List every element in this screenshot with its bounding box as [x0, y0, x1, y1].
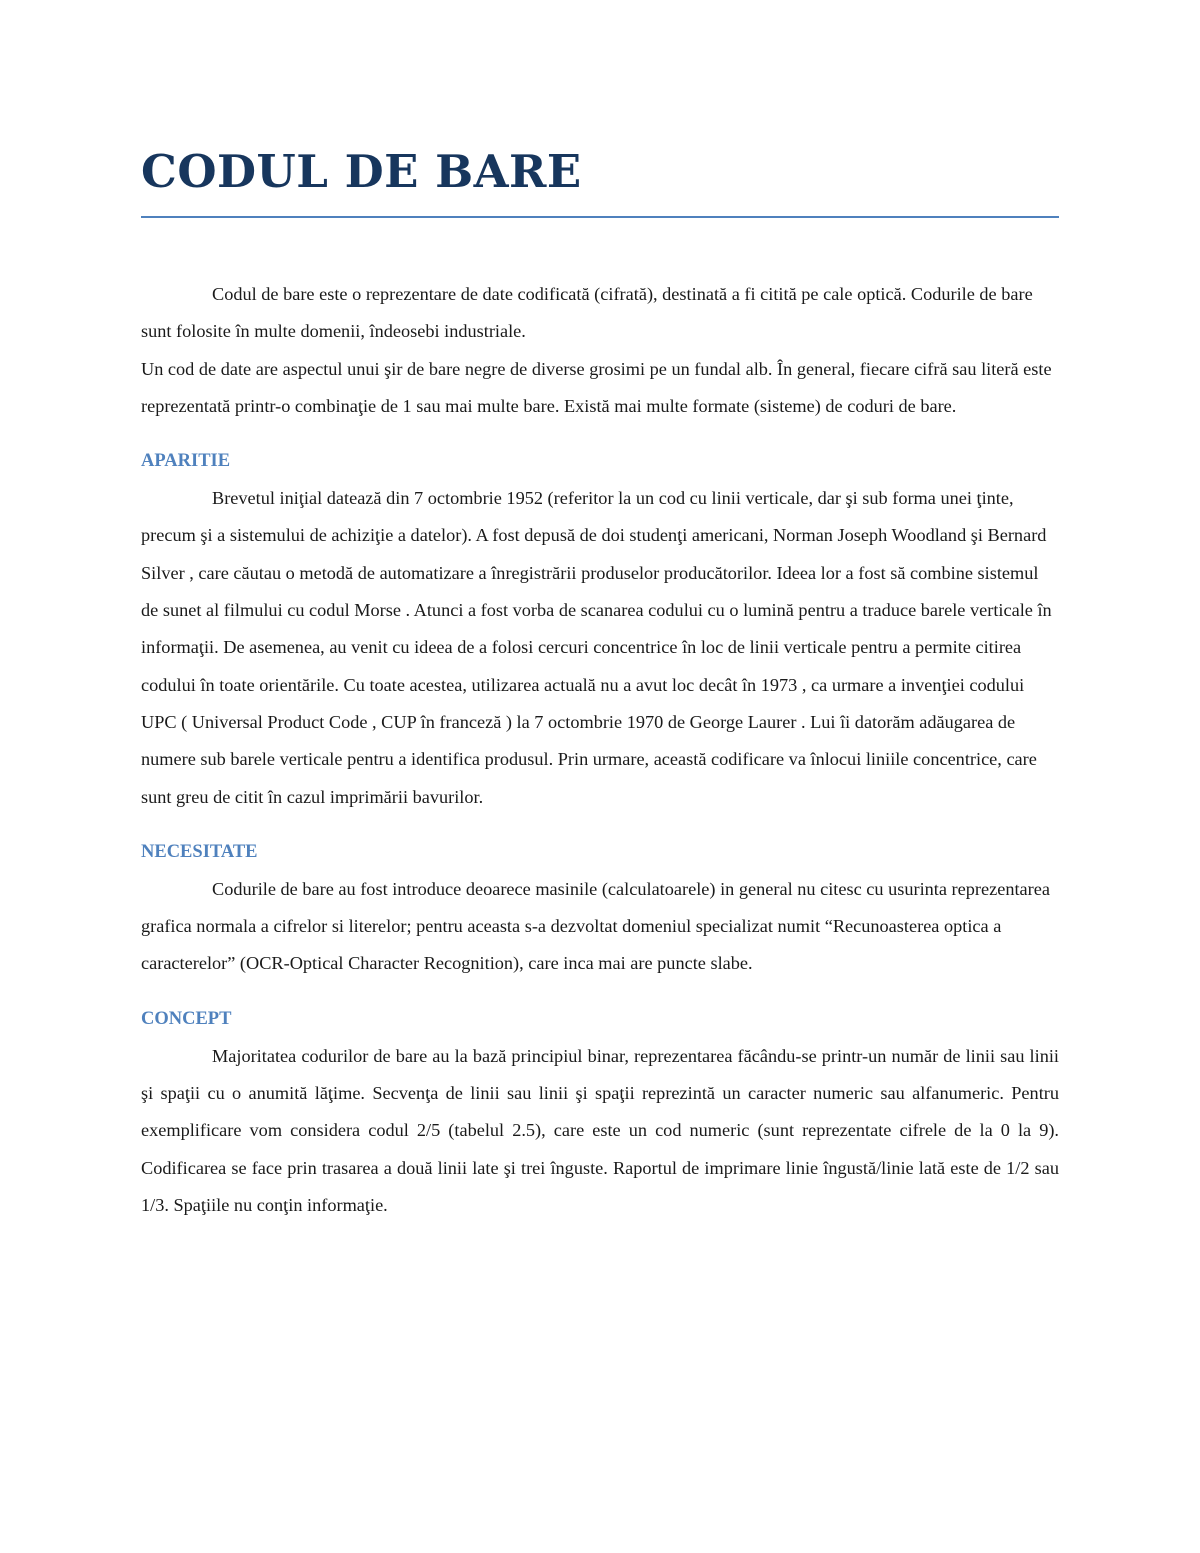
page-title: CODUL DE BARE: [141, 140, 1059, 218]
document-page: [141, 140, 1059, 1224]
section-heading-aparitie: APARITIE: [141, 451, 231, 472]
intro-paragraph-2: Un cod de date are aspectul unui şir de bare negre de diverse grosimi pe un fundal alb. În general, fiecare cifră sau literă este reprezentată printr-o combinaţie de 1 sau mai multe bare. Există mai multe formate (sisteme) de coduri de bare.: [141, 358, 1052, 416]
section-text-aparitie: Brevetul iniţial datează din 7 octombrie 1952 (referitor la un cod cu linii verticale, dar şi sub forma unei ţinte, precum şi a sistemului de achiziţie a datelor). A fost depusă de doi studenţi americani, Norman Joseph Woodland şi Bernard Silver , care căutau o metodă de automatizare a înregistrării produselor producătorilor. Ideea lor a fost să combine sistemul de sunet al filmului cu codul Morse . Atunci a fost vorba de scanarea codului cu o lumină pentru a traduce barele verticale în informaţii. De asemenea, au venit cu ideea de a folosi cercuri concentrice în loc de linii verticale pentru a permite citirea codului în toate orientările. Cu toate acestea, utilizarea actuală nu a avut loc decât în 1973 , ca urmare a invenţiei codului UPC ( Universal Product Code , CUP în franceză ) la 7 octombrie 1970 de George Laurer . Lui îi datorăm adăugarea de numere sub barele verticale pentru a identifica produsul. Prin urmare, această codificare va înlocui liniile concentrice, care sunt greu de citit în cazul imprimării bavurilor.: [141, 488, 1052, 807]
section-heading-necesitate: NECESITATE: [141, 841, 258, 862]
section-text-necesitate: Codurile de bare au fost introduce deoarece masinile (calculatoarele) in general nu citesc cu usurinta reprezentarea grafica normala a cifrelor si literelor; pentru aceasta s-a dezvoltat domeniul specializat numit “Recunoasterea optica a caracterelor” (OCR-Optical Character Recognition), care inca mai are puncte slabe.: [141, 878, 1050, 974]
section-heading-concept: CONCEPT: [141, 1008, 232, 1029]
intro-paragraph-1: Codul de bare este o reprezentare de date codificată (cifrată), destinată a fi citită pe cale optică. Codurile de bare sunt folosite în multe domenii, îndeosebi industriale.: [141, 284, 1033, 342]
section-text-concept: Majoritatea codurilor de bare au la bază principiul binar, reprezentarea făcându-se printr-un număr de linii sau linii şi spaţii cu o anumită lăţime. Secvenţa de linii sau linii şi spaţii reprezintă un caracter numeric sau alfanumeric. Pentru exemplificare vom considera codul 2/5 (tabelul 2.5), care este un cod numeric (sunt reprezentate cifrele de la 0 la 9). Codificarea se face prin trasarea a două linii late şi trei înguste. Raportul de imprimare linie îngustă/linie lată este de 1/2 sau 1/3. Spaţiile nu conţin informaţie.: [141, 1045, 1059, 1215]
